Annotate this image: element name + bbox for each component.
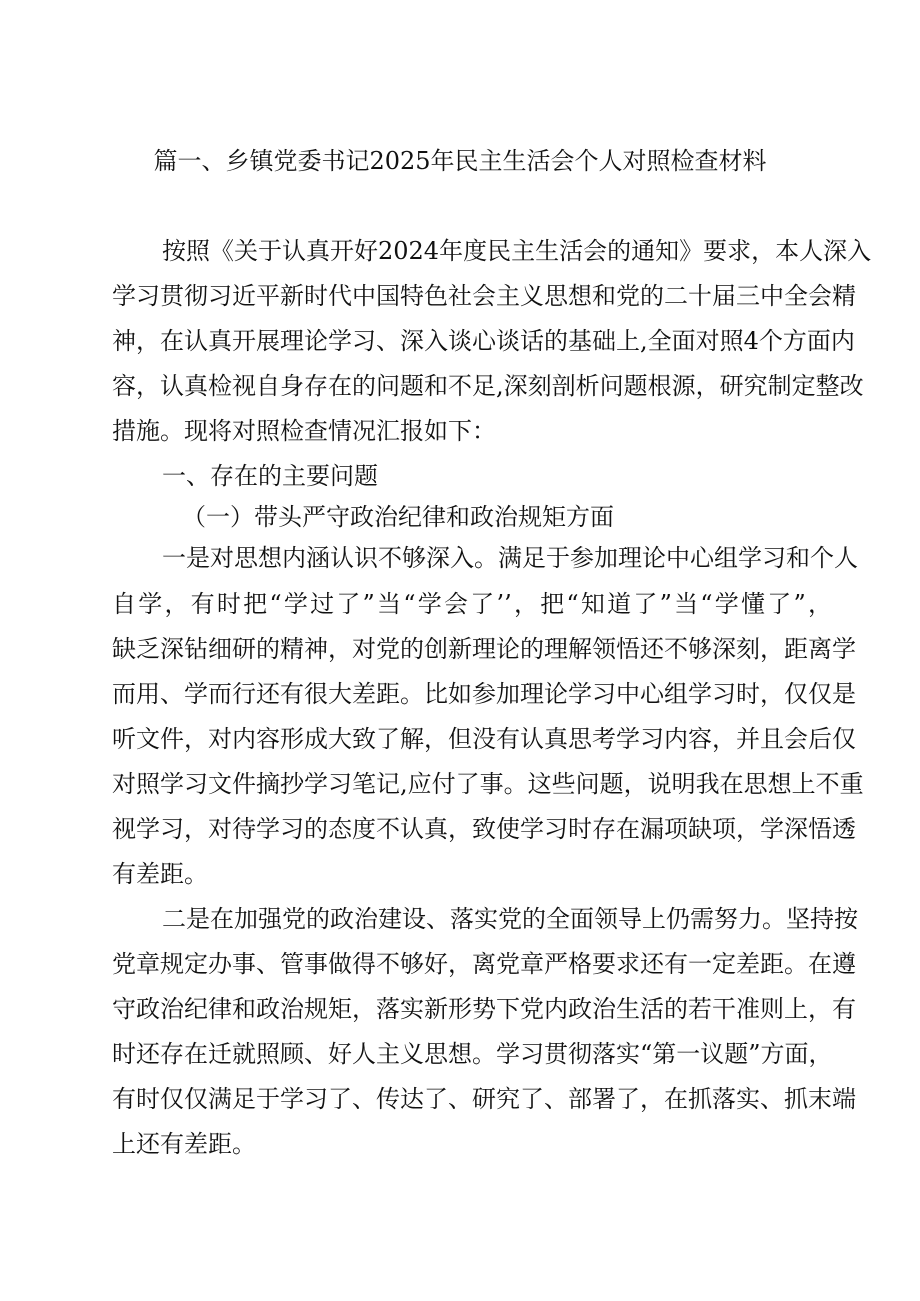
paragraph1-line: 对照学习文件摘抄学习笔记,应付了事。这些问题，说明我在思想上不重 (112, 770, 864, 798)
section-heading: 一、存在的主要问题 (162, 462, 378, 490)
paragraph1-line: 一是对思想内涵认识不够深入。满足于参加理论中心组学习和个人 (162, 544, 858, 572)
paragraph1-line: 听文件，对内容形成大致了解，但没有认真思考学习内容，并且会后仅 (112, 725, 856, 753)
paragraph1-line: 而用、学而行还有很大差距。比如参加理论学习中心组学习时，仅仅是 (112, 680, 856, 708)
paragraph1-line: 缺乏深钻细研的精神，对党的创新理论的理解领悟还不够深刻，距离学 (112, 635, 856, 663)
document-title: 篇一、乡镇党委书记2025年民主生活会个人对照检查材料 (153, 147, 767, 175)
intro-line: 按照《关于认真开好2024年度民主生活会的通知》要求，本人深入 (162, 237, 872, 265)
paragraph1-line: 视学习，对待学习的态度不认真，致使学习时存在漏项缺项，学深悟透 (112, 815, 856, 843)
paragraph2-line: 时还存在迁就照顾、好人主义思想。学习贯彻落实“第一议题”方面， (112, 1040, 833, 1068)
intro-line: 神，在认真开展理论学习、深入谈心谈话的基础上,全面对照4个方面内 (112, 327, 855, 355)
paragraph2-line: 党章规定办事、管事做得不够好，离党章严格要求还有一定差距。在遵 (112, 950, 856, 978)
intro-line: 容，认真检视自身存在的问题和不足,深刻剖析问题根源，研究制定整改 (112, 372, 864, 400)
paragraph2-line: 守政治纪律和政治规矩，落实新形势下党内政治生活的若干准则上，有 (112, 995, 856, 1023)
intro-line: 措施。现将对照检查情况汇报如下： (112, 417, 496, 445)
paragraph1-line: 自学，有时把“学过了”当“学会了’’，把“知道了”当“学懂了”， (112, 590, 832, 618)
subsection-heading: （一）带头严守政治纪律和政治规矩方面 (182, 503, 614, 531)
paragraph2-line: 二是在加强党的政治建设、落实党的全面领导上仍需努力。坚持按 (162, 905, 858, 933)
paragraph1-line: 有差距。 (112, 860, 208, 888)
paragraph2-line: 上还有差距。 (112, 1130, 256, 1158)
paragraph2-line: 有时仅仅满足于学习了、传达了、研究了、部署了，在抓落实、抓末端 (112, 1085, 856, 1113)
intro-line: 学习贯彻习近平新时代中国特色社会主义思想和党的二十届三中全会精 (112, 282, 856, 310)
